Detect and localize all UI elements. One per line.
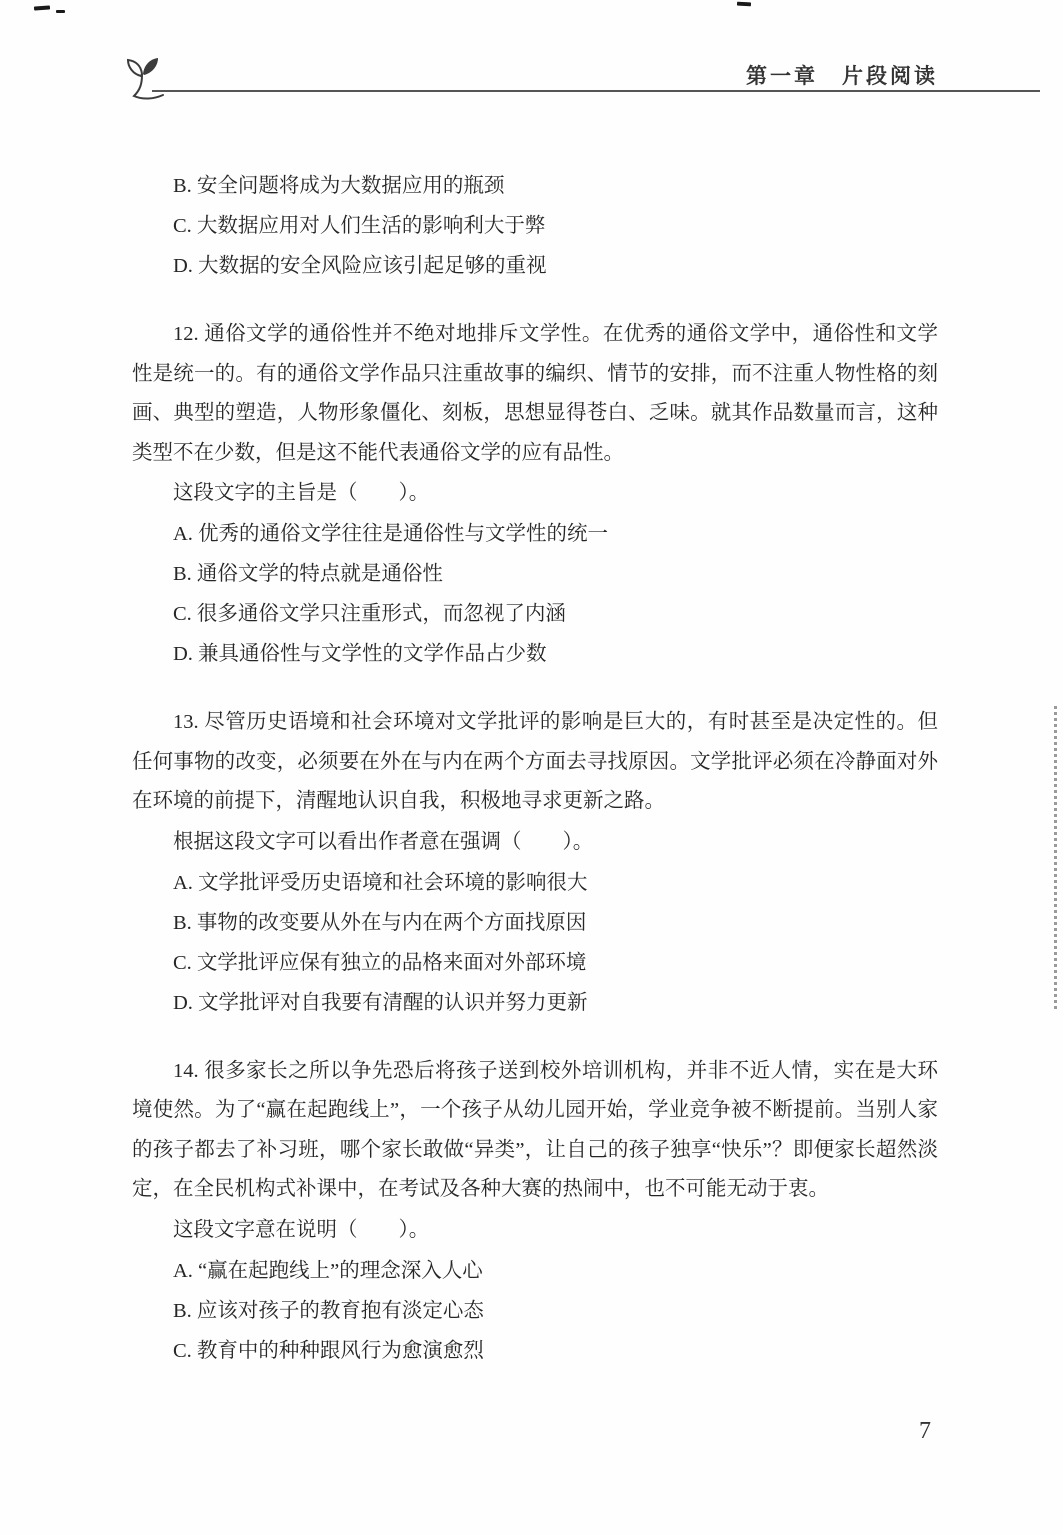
- option-b: B. 事物的改变要从外在与内在两个方面找原因: [173, 911, 587, 934]
- question-11-options: [132, 166, 938, 286]
- question-14: [132, 1052, 938, 1371]
- chapter-title: 第一章 片段阅读: [746, 65, 938, 88]
- scan-noise-mark: [34, 5, 50, 10]
- option-a: A. “赢在起跑线上”的理念深入人心: [173, 1259, 483, 1282]
- option-d: D. 大数据的安全风险应该引起足够的重视: [173, 255, 547, 277]
- scan-noise-mark: [737, 2, 751, 7]
- option-c: C. 很多通俗文学只注重形式，而忽视了内涵: [173, 603, 566, 625]
- scan-noise-mark: [56, 10, 65, 13]
- page-body: [132, 166, 938, 1371]
- header-rule: [152, 90, 1040, 92]
- option-b: B. 安全问题将成为大数据应用的瓶颈: [173, 175, 505, 197]
- scan-artifact-line: [1054, 706, 1057, 1009]
- option-c: C. 大数据应用对人们生活的影响利大于弊: [173, 215, 546, 237]
- question-stem: 这段文字意在说明（ ）。: [173, 1218, 430, 1241]
- question-stem: 这段文字的主旨是（ ）。: [173, 482, 430, 504]
- option-a: A. 文学批评受历史语境和社会环境的影响很大: [173, 871, 588, 894]
- question-stem: 根据这段文字可以看出作者意在强调（ ）。: [173, 830, 594, 853]
- page-number: 7: [919, 1418, 931, 1444]
- option-b: B. 通俗文学的特点就是通俗性: [173, 563, 443, 585]
- question-passage: 13. 尽管历史语境和社会环境对文学批评的影响是巨大的，有时甚至是决定性的。但任何事物的改变，必须要在外在与内在两个方面去寻找原因。文学批评必须在冷静面对外在环境的前提下，清醒地认识自我，积极地寻求更新之路。: [132, 711, 938, 812]
- question-passage: 12. 通俗文学的通俗性并不绝对地排斥文学性。在优秀的通俗文学中，通俗性和文学性是统一的。有的通俗文学作品只注重故事的编织、情节的安排，而不注重人物性格的刻画、典型的塑造，人物形象僵化、刻板，思想显得苍白、乏味。就其作品数量而言，这种类型不在少数，但是这不能代表通俗文学的应有品性。: [132, 323, 938, 464]
- question-passage: 14. 很多家长之所以争先恐后将孩子送到校外培训机构，并非不近人情，实在是大环境使然。为了“赢在起跑线上”，一个孩子从幼儿园开始，学业竞争被不断提前。当别人家的孩子都去了补习班，哪个家长敢做“异类”，让自己的孩子独享“快乐”？即便家长超然淡定，在全民机构式补课中，在考试及各种大赛的热闹中，也不可能无动于衷。: [132, 1059, 938, 1200]
- option-c: C. 教育中的种种跟风行为愈演愈烈: [173, 1339, 484, 1362]
- question-12: [132, 315, 938, 674]
- option-d: D. 兼具通俗性与文学性的文学作品占少数: [173, 643, 547, 665]
- option-d: D. 文学批评对自我要有清醒的认识并努力更新: [173, 991, 588, 1014]
- question-13: [132, 703, 938, 1023]
- option-c: C. 文学批评应保有独立的品格来面对外部环境: [173, 951, 587, 974]
- option-b: B. 应该对孩子的教育抱有淡定心态: [173, 1299, 484, 1322]
- option-a: A. 优秀的通俗文学往往是通俗性与文学性的统一: [173, 523, 609, 545]
